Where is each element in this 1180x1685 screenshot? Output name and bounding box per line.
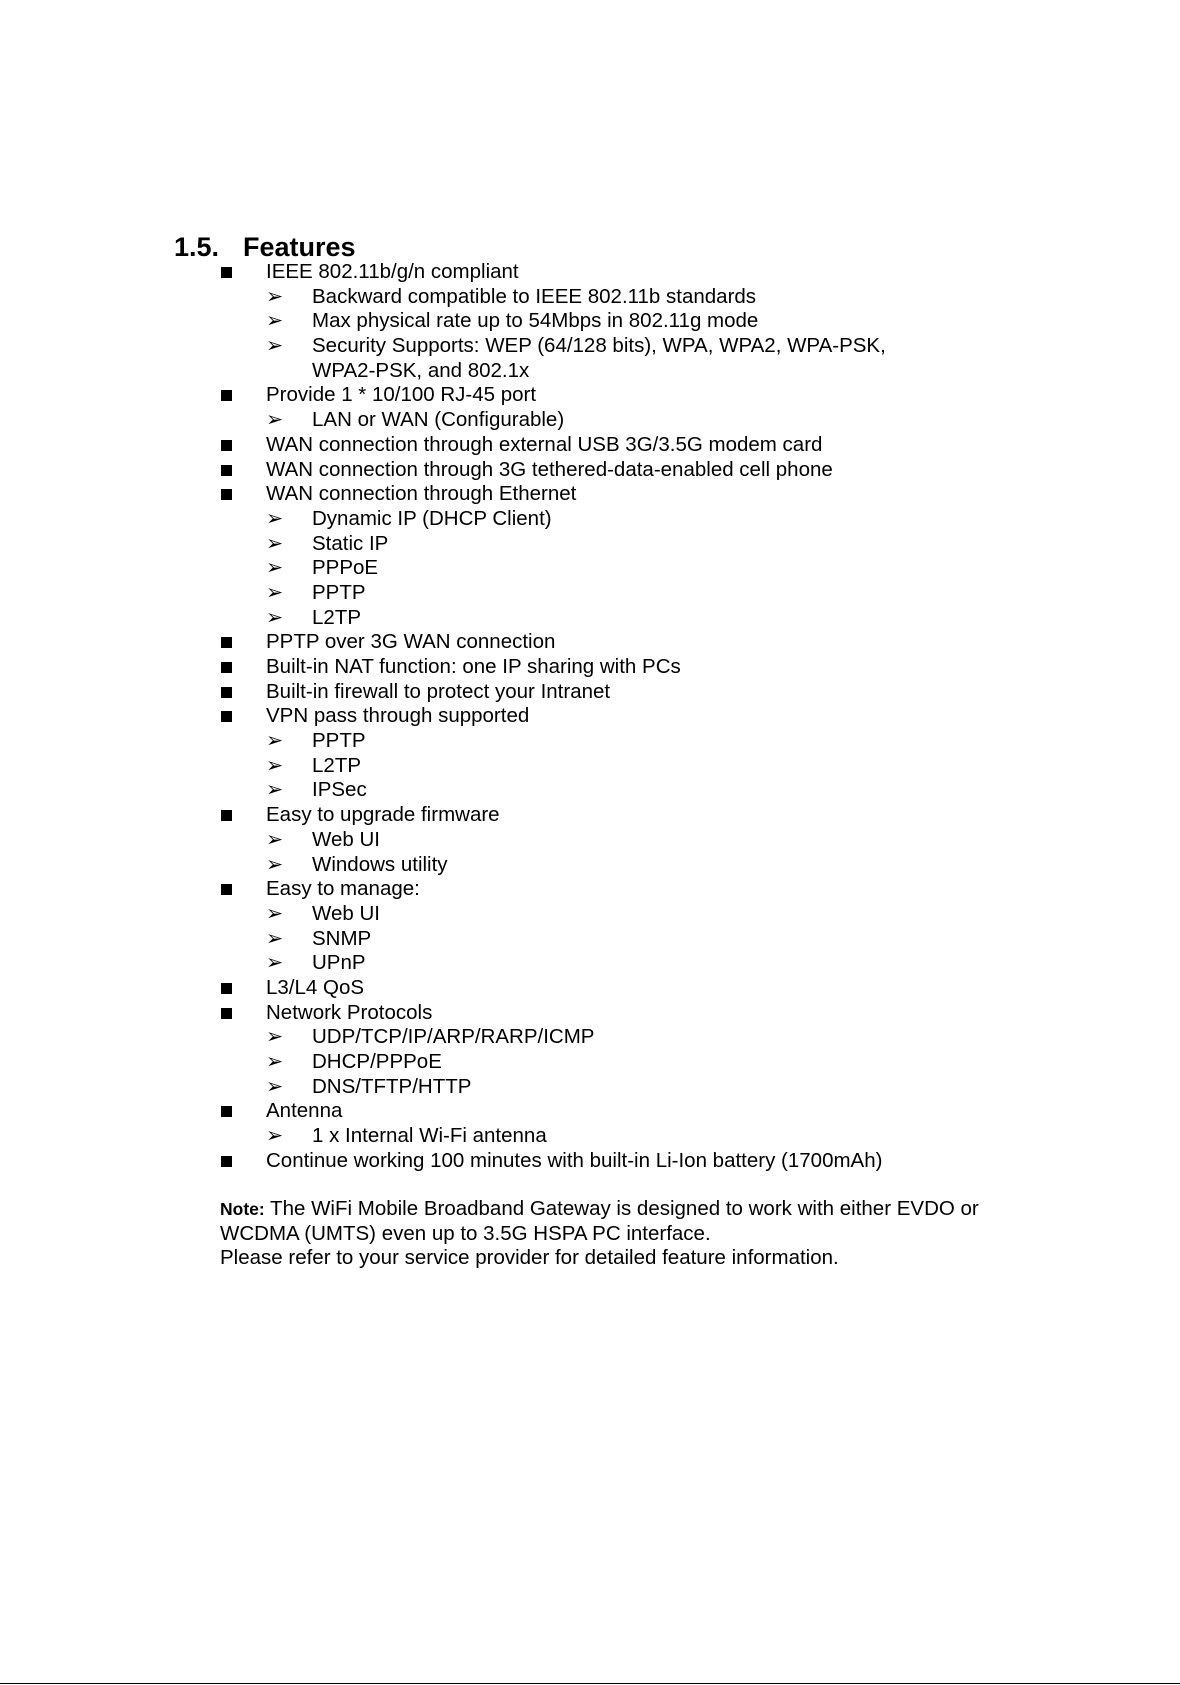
feature-text: WAN connection through 3G tethered-data-enabled cell phone bbox=[266, 457, 833, 481]
sub-feature-item bbox=[0, 927, 1180, 952]
sub-feature-text: WPA2-PSK, and 802.1x bbox=[312, 358, 530, 382]
arrow-bullet-icon: ➢ bbox=[266, 778, 284, 802]
square-bullet-icon bbox=[221, 1008, 232, 1019]
arrow-bullet-icon: ➢ bbox=[266, 729, 284, 753]
square-bullet-icon bbox=[221, 390, 232, 401]
sub-feature-text: UPnP bbox=[312, 951, 366, 975]
arrow-bullet-icon: ➢ bbox=[266, 408, 284, 432]
arrow-bullet-icon: ➢ bbox=[266, 284, 284, 308]
square-bullet-icon bbox=[221, 1106, 232, 1117]
sub-feature-item bbox=[0, 309, 1180, 334]
feature-item bbox=[0, 630, 1180, 655]
arrow-bullet-icon: ➢ bbox=[266, 556, 284, 580]
feature-item bbox=[0, 1149, 1180, 1174]
sub-feature-item bbox=[0, 556, 1180, 581]
sub-feature-item bbox=[0, 729, 1180, 754]
feature-item bbox=[0, 877, 1180, 902]
sub-feature-item bbox=[0, 828, 1180, 853]
feature-text: WAN connection through external USB 3G/3.5G modem card bbox=[266, 432, 823, 456]
sub-feature-text: DNS/TFTP/HTTP bbox=[312, 1074, 472, 1098]
feature-list bbox=[0, 260, 1180, 1173]
sub-feature-text: L2TP bbox=[312, 605, 361, 629]
sub-feature-item bbox=[0, 1124, 1180, 1149]
arrow-bullet-icon: ➢ bbox=[266, 1074, 284, 1098]
sub-feature-item bbox=[0, 606, 1180, 631]
sub-feature-item bbox=[0, 408, 1180, 433]
square-bullet-icon bbox=[221, 489, 232, 500]
sub-feature-text: Security Supports: WEP (64/128 bits), WPA, WPA2, WPA-PSK, bbox=[312, 334, 886, 358]
sub-feature-text: Max physical rate up to 54Mbps in 802.11g mode bbox=[312, 309, 759, 333]
square-bullet-icon bbox=[221, 662, 232, 673]
sub-feature-text: DHCP/PPPoE bbox=[312, 1050, 442, 1073]
sub-feature-item bbox=[0, 754, 1180, 779]
note-line-1 bbox=[220, 1197, 1120, 1222]
arrow-bullet-icon: ➢ bbox=[266, 334, 284, 358]
sub-feature-item bbox=[0, 285, 1180, 310]
note-block bbox=[220, 1197, 1120, 1271]
sub-feature-text: Web UI bbox=[312, 901, 380, 925]
square-bullet-icon bbox=[221, 711, 232, 722]
arrow-bullet-icon: ➢ bbox=[266, 951, 284, 975]
feature-text: Continue working 100 minutes with built-in Li-Ion battery (1700mAh) bbox=[266, 1148, 883, 1172]
square-bullet-icon bbox=[221, 1156, 232, 1167]
feature-item bbox=[0, 433, 1180, 458]
sub-feature-item bbox=[0, 532, 1180, 557]
feature-item bbox=[0, 1001, 1180, 1026]
feature-text: IEEE 802.11b/g/n compliant bbox=[266, 260, 519, 283]
feature-text: WAN connection through Ethernet bbox=[266, 482, 577, 506]
sub-feature-item bbox=[0, 1075, 1180, 1100]
sub-feature-item bbox=[0, 359, 1180, 384]
arrow-bullet-icon: ➢ bbox=[266, 580, 284, 604]
arrow-bullet-icon: ➢ bbox=[266, 309, 284, 333]
sub-feature-text: PPTP bbox=[312, 580, 366, 604]
feature-item bbox=[0, 383, 1180, 408]
sub-feature-text: L2TP bbox=[312, 753, 361, 777]
sub-feature-text: Backward compatible to IEEE 802.11b standards bbox=[312, 284, 757, 308]
square-bullet-icon bbox=[221, 884, 232, 895]
sub-feature-item bbox=[0, 1025, 1180, 1050]
feature-item bbox=[0, 482, 1180, 507]
note-text-1: The WiFi Mobile Broadband Gateway is designed to work with either EVDO or bbox=[264, 1197, 979, 1220]
feature-text: L3/L4 QoS bbox=[266, 975, 365, 999]
feature-text: PPTP over 3G WAN connection bbox=[266, 630, 556, 654]
arrow-bullet-icon: ➢ bbox=[266, 506, 284, 530]
arrow-bullet-icon: ➢ bbox=[266, 1124, 284, 1148]
feature-item bbox=[0, 1099, 1180, 1124]
square-bullet-icon bbox=[221, 267, 232, 278]
sub-feature-item bbox=[0, 581, 1180, 606]
arrow-bullet-icon: ➢ bbox=[266, 926, 284, 950]
feature-item bbox=[0, 976, 1180, 1001]
sub-feature-text: Windows utility bbox=[312, 852, 448, 876]
feature-text: Easy to manage: bbox=[266, 877, 420, 901]
feature-item bbox=[0, 803, 1180, 828]
arrow-bullet-icon: ➢ bbox=[266, 901, 284, 925]
sub-feature-text: PPTP bbox=[312, 729, 366, 753]
sub-feature-text: SNMP bbox=[312, 926, 372, 950]
section-title: Features bbox=[243, 232, 356, 262]
sub-feature-item bbox=[0, 951, 1180, 976]
note-line-3: Please refer to your service provider for detailed feature information. bbox=[220, 1246, 839, 1270]
sub-feature-item bbox=[0, 853, 1180, 878]
note-label: Note: bbox=[220, 1199, 265, 1219]
sub-feature-text: Dynamic IP (DHCP Client) bbox=[312, 506, 552, 530]
sub-feature-item bbox=[0, 902, 1180, 927]
sub-feature-text: Web UI bbox=[312, 827, 380, 851]
square-bullet-icon bbox=[221, 687, 232, 698]
feature-text: Antenna bbox=[266, 1099, 343, 1123]
feature-text: Easy to upgrade firmware bbox=[266, 803, 500, 827]
arrow-bullet-icon: ➢ bbox=[266, 753, 284, 777]
feature-item bbox=[0, 260, 1180, 285]
feature-text: Built-in firewall to protect your Intranet bbox=[266, 679, 611, 703]
sub-feature-text: Static IP bbox=[312, 531, 389, 555]
feature-text: Provide 1 * 10/100 RJ-45 port bbox=[266, 383, 537, 407]
feature-item bbox=[0, 655, 1180, 680]
sub-feature-item bbox=[0, 778, 1180, 803]
feature-text: Network Protocols bbox=[266, 1000, 433, 1024]
sub-feature-text: IPSec bbox=[312, 778, 367, 802]
sub-feature-item bbox=[0, 1050, 1180, 1075]
note-line-2: WCDMA (UMTS) even up to 3.5G HSPA PC interface. bbox=[220, 1221, 711, 1245]
footer-rule bbox=[0, 1683, 1180, 1684]
arrow-bullet-icon: ➢ bbox=[266, 827, 284, 851]
arrow-bullet-icon: ➢ bbox=[266, 531, 284, 555]
sub-feature-text: PPPoE bbox=[312, 556, 379, 580]
section-number: 1.5. bbox=[174, 232, 220, 262]
arrow-bullet-icon: ➢ bbox=[266, 852, 284, 876]
sub-feature-text: UDP/TCP/IP/ARP/RARP/ICMP bbox=[312, 1025, 595, 1049]
feature-text: VPN pass through supported bbox=[266, 704, 530, 728]
sub-feature-item bbox=[0, 507, 1180, 532]
arrow-bullet-icon: ➢ bbox=[266, 605, 284, 629]
feature-item bbox=[0, 458, 1180, 483]
square-bullet-icon bbox=[221, 440, 232, 451]
square-bullet-icon bbox=[221, 637, 232, 648]
square-bullet-icon bbox=[221, 983, 232, 994]
sub-feature-item bbox=[0, 334, 1180, 359]
feature-item bbox=[0, 704, 1180, 729]
feature-item bbox=[0, 680, 1180, 705]
arrow-bullet-icon: ➢ bbox=[266, 1050, 284, 1073]
arrow-bullet-icon: ➢ bbox=[266, 1025, 284, 1049]
sub-feature-text: 1 x Internal Wi-Fi antenna bbox=[312, 1124, 547, 1148]
square-bullet-icon bbox=[221, 465, 232, 476]
feature-text: Built-in NAT function: one IP sharing with PCs bbox=[266, 655, 681, 678]
square-bullet-icon bbox=[221, 810, 232, 821]
sub-feature-text: LAN or WAN (Configurable) bbox=[312, 408, 565, 432]
